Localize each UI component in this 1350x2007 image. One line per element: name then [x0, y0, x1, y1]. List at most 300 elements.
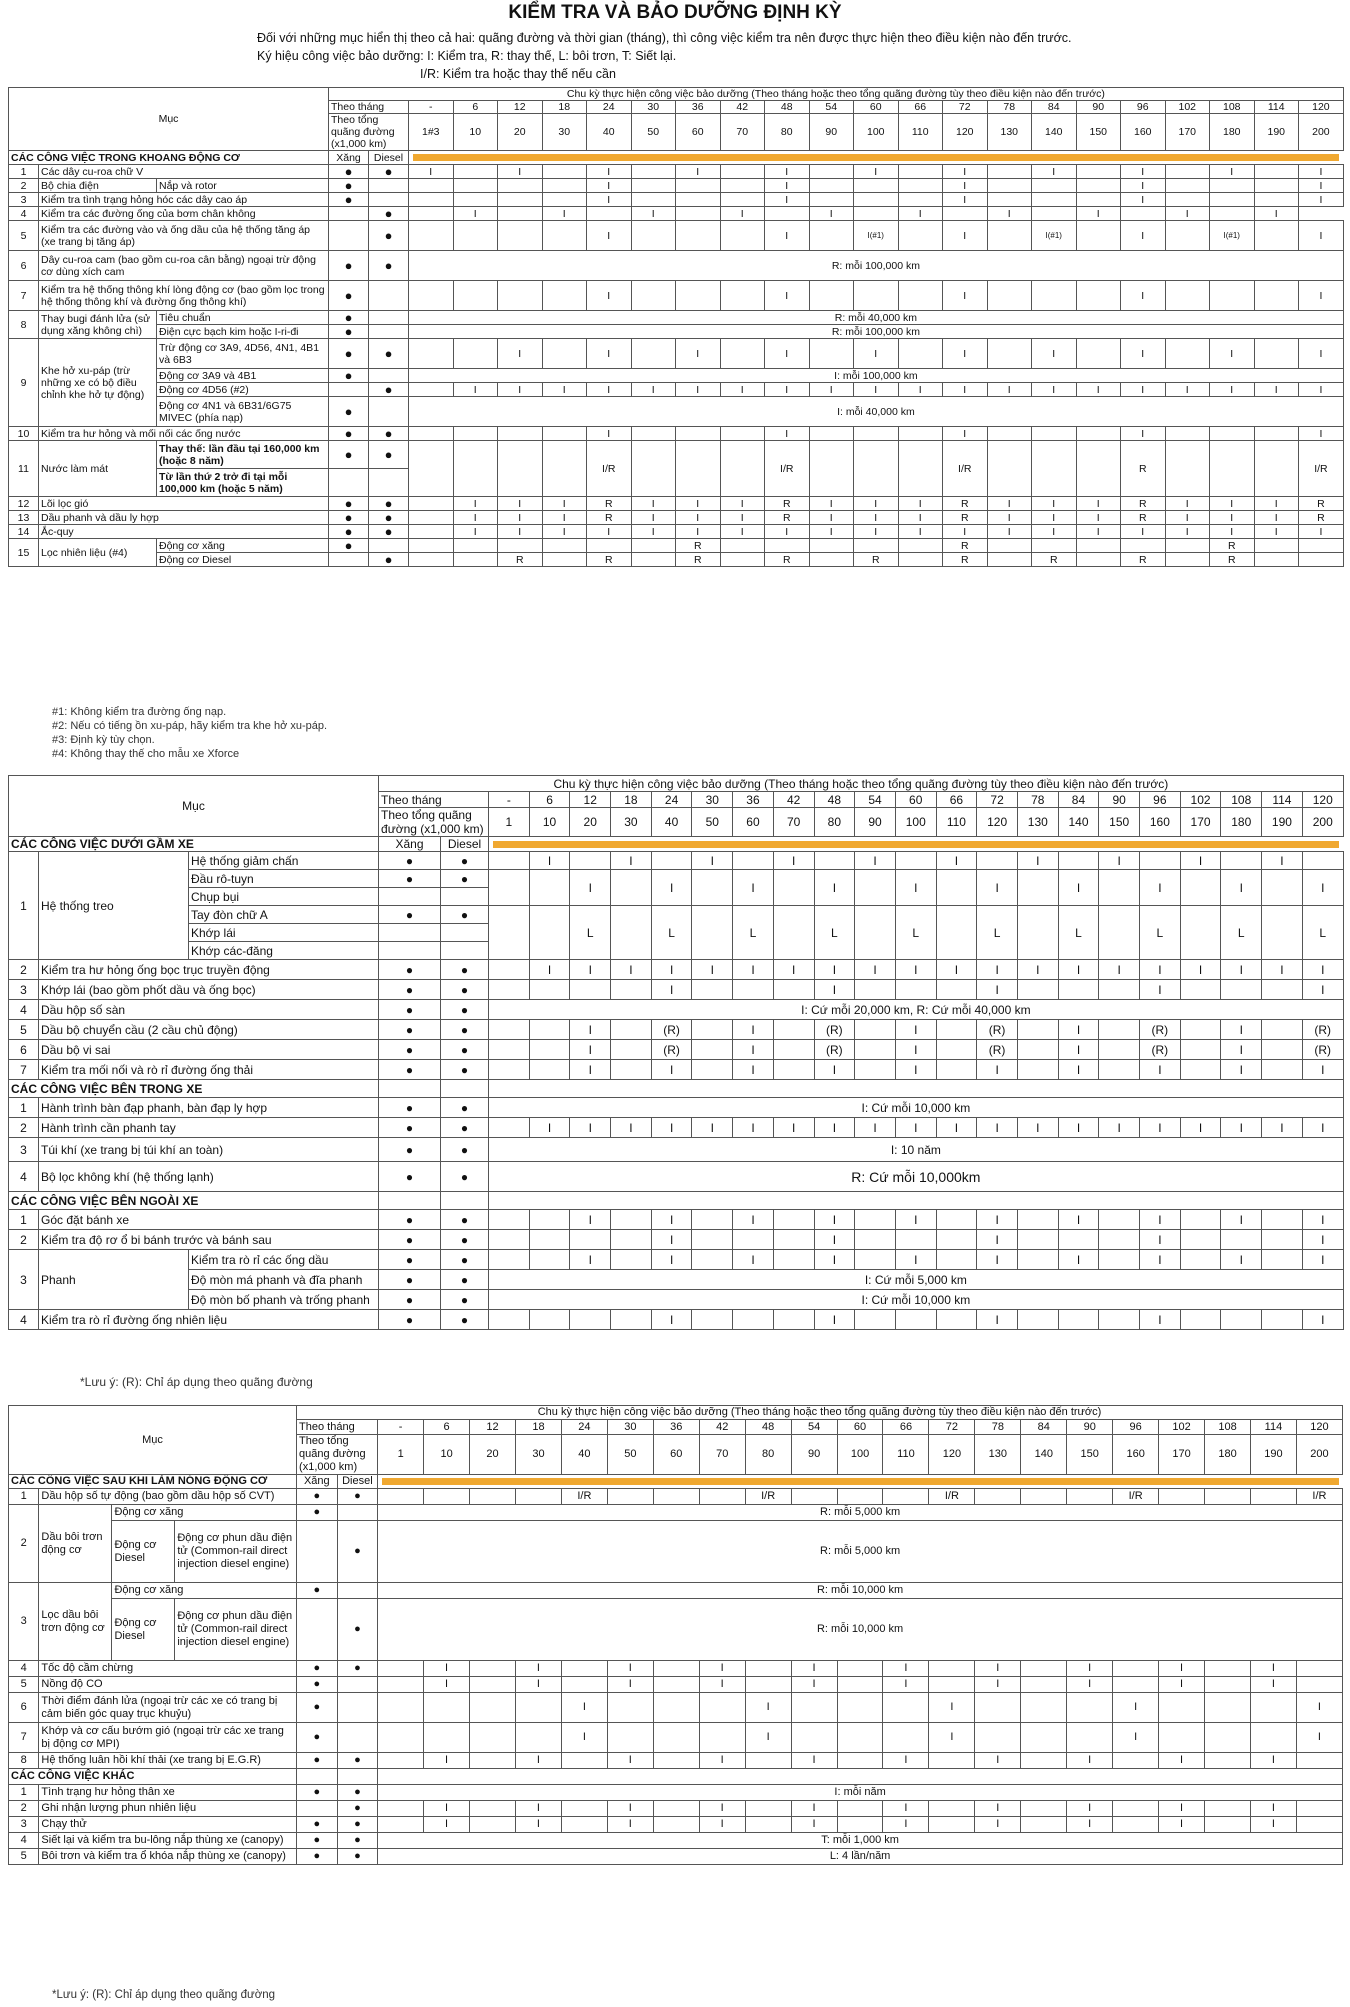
maintenance-mark: I — [651, 960, 692, 980]
maintenance-mark: I — [1017, 1118, 1058, 1138]
month-tick: 90 — [1067, 1420, 1113, 1435]
empty-cell — [1021, 1753, 1067, 1769]
maintenance-mark: I — [975, 1817, 1021, 1833]
maintenance-mark: I — [699, 1753, 745, 1769]
empty-cell — [898, 179, 943, 193]
maintenance-mark: I — [1262, 960, 1303, 980]
maintenance-mark: I — [814, 1230, 855, 1250]
month-tick: 6 — [424, 1420, 470, 1435]
maintenance-mark: I — [943, 383, 988, 397]
maintenance-mark: I — [1017, 852, 1058, 870]
task-label: Bộ lọc không khí (hệ thống lạnh) — [39, 1162, 379, 1192]
table-cell: 3 — [9, 1583, 39, 1661]
maintenance-mark: R — [1121, 553, 1166, 567]
empty-cell — [1165, 281, 1210, 311]
maintenance-mark: I — [855, 1118, 896, 1138]
empty-cell — [378, 1723, 424, 1753]
month-tick: 78 — [975, 1420, 1021, 1435]
task-sublabel: Động cơ 4N1 và 6B31/6G75 MIVEC (phía nạp) — [157, 397, 329, 427]
maintenance-mark: I — [1032, 165, 1077, 179]
month-tick: 36 — [676, 101, 721, 114]
empty-cell — [1099, 1060, 1140, 1080]
maintenance-mark: I — [542, 511, 587, 525]
empty-cell — [765, 207, 810, 221]
table-row — [9, 207, 1344, 221]
maintenance-mark: I — [1140, 960, 1181, 980]
empty-cell — [676, 221, 721, 251]
task-label: Hành trình bàn đạp phanh, bàn đạp ly hợp — [39, 1098, 379, 1118]
maintenance-mark: I — [1058, 1060, 1099, 1080]
month-tick: 114 — [1250, 1420, 1296, 1435]
empty-cell — [611, 1230, 652, 1250]
empty-cell — [745, 1753, 791, 1769]
empty-cell — [542, 281, 587, 311]
empty-cell — [1262, 1310, 1303, 1330]
applies-dot: ● — [329, 339, 369, 369]
empty-cell — [773, 1020, 814, 1040]
empty-cell — [1254, 281, 1299, 311]
empty-cell — [854, 193, 899, 207]
empty-cell — [607, 1693, 653, 1723]
empty-cell — [611, 870, 652, 906]
maintenance-mark: I — [1299, 427, 1344, 441]
empty-cell — [1017, 1040, 1058, 1060]
empty-cell — [1017, 1310, 1058, 1330]
empty-cell — [1076, 221, 1121, 251]
empty-cell — [791, 1723, 837, 1753]
maintenance-mark: I — [943, 281, 988, 311]
table-row — [9, 179, 1344, 193]
empty-cell — [611, 1310, 652, 1330]
task-sublabel: Hệ thống giảm chấn — [189, 852, 379, 870]
month-tick: 42 — [773, 792, 814, 808]
empty-cell — [936, 1310, 977, 1330]
maintenance-mark: (R) — [651, 1020, 692, 1040]
empty-cell — [898, 193, 943, 207]
empty-cell — [1180, 1250, 1221, 1270]
applies-dot: ● — [379, 1230, 441, 1250]
table-cell: 1 — [9, 852, 39, 960]
maintenance-mark: R — [498, 553, 543, 567]
interval-note: R: mỗi 5,000 km — [378, 1521, 1343, 1583]
task-label: Kiểm tra hư hỏng ống bọc trục truyền động — [39, 960, 379, 980]
maintenance-mark: I — [791, 1677, 837, 1693]
maintenance-mark: (R) — [651, 1040, 692, 1060]
maintenance-mark: I — [977, 1250, 1018, 1270]
maintenance-mark: I — [1221, 1060, 1262, 1080]
maintenance-mark: I — [895, 870, 936, 906]
task-label: Dầu bộ chuyển cầu (2 cầu chủ động) — [39, 1020, 379, 1040]
empty-cell — [489, 906, 530, 960]
table-row — [9, 1785, 1343, 1801]
month-tick: 48 — [745, 1420, 791, 1435]
maintenance-mark: I — [1159, 1753, 1205, 1769]
maintenance-mark: (R) — [1302, 1020, 1343, 1040]
maintenance-mark: I — [765, 221, 810, 251]
maintenance-mark: I — [773, 852, 814, 870]
empty-cell — [489, 1230, 530, 1250]
maintenance-mark: I — [883, 1817, 929, 1833]
empty-cell — [470, 1489, 516, 1505]
empty-cell — [1221, 852, 1262, 870]
table-row — [9, 1833, 1343, 1849]
empty-cell — [975, 1723, 1021, 1753]
empty-cell — [855, 980, 896, 1000]
empty-cell — [791, 1489, 837, 1505]
maintenance-mark: I — [587, 383, 632, 397]
month-tick: 84 — [1032, 101, 1077, 114]
maintenance-mark: I — [943, 193, 988, 207]
applies-dot: ● — [379, 1270, 441, 1290]
maintenance-mark: I — [977, 960, 1018, 980]
applies-dot: ● — [441, 852, 489, 870]
empty-cell — [676, 193, 721, 207]
month-tick: 18 — [611, 792, 652, 808]
empty-cell — [692, 1230, 733, 1250]
maintenance-mark: I — [773, 1118, 814, 1138]
maintenance-mark: I — [809, 497, 854, 511]
km-tick: 40 — [651, 808, 692, 837]
maintenance-mark: I — [895, 1020, 936, 1040]
empty-cell — [515, 1489, 561, 1505]
applies-dot: ● — [337, 1599, 378, 1661]
empty-cell — [378, 1817, 424, 1833]
maintenance-mark: I — [1221, 1020, 1262, 1040]
table-row — [9, 325, 1344, 339]
months-label: Theo tháng — [297, 1420, 378, 1435]
section-bar-cell — [489, 837, 1344, 852]
task-sublabel: Đầu rô-tuyn — [189, 870, 379, 888]
empty-cell — [837, 1489, 883, 1505]
applies-dot: ● — [337, 1661, 378, 1677]
maintenance-mark: I — [1032, 497, 1077, 511]
empty-cell — [1021, 1693, 1067, 1723]
note-1: #1: Không kiểm tra đường ống nạp. — [52, 706, 227, 718]
empty-cell — [542, 441, 587, 497]
empty-cell — [1262, 1250, 1303, 1270]
empty-cell — [1113, 1677, 1159, 1693]
maintenance-mark: I — [1140, 1230, 1181, 1250]
maintenance-mark: L — [651, 906, 692, 960]
maintenance-mark: I — [692, 1118, 733, 1138]
empty-cell — [611, 980, 652, 1000]
empty-cell — [1121, 539, 1166, 553]
maintenance-mark: I — [814, 1250, 855, 1270]
maintenance-mark: I — [987, 497, 1032, 511]
empty-cell — [977, 852, 1018, 870]
empty-cell — [676, 427, 721, 441]
maintenance-mark: I — [1076, 525, 1121, 539]
table-row — [9, 397, 1344, 427]
empty-cell — [987, 539, 1032, 553]
maintenance-mark: I — [1302, 870, 1343, 906]
applies-dot: ● — [369, 511, 409, 525]
empty-cell — [809, 179, 854, 193]
maintenance-mark: I — [977, 980, 1018, 1000]
maintenance-mark: I — [570, 1118, 611, 1138]
month-tick: 24 — [651, 792, 692, 808]
maintenance-mark: I — [1165, 383, 1210, 397]
km-tick: 200 — [1299, 114, 1344, 151]
month-tick: 72 — [977, 792, 1018, 808]
month-tick: 120 — [1296, 1420, 1342, 1435]
empty-cell — [1165, 539, 1210, 553]
maintenance-mark: I — [1221, 1210, 1262, 1230]
maintenance-mark: I — [1067, 1677, 1113, 1693]
interval-note: I: mỗi năm — [378, 1785, 1343, 1801]
empty-cell — [936, 1020, 977, 1040]
table-row — [9, 1060, 1344, 1080]
applies-dot: ● — [329, 511, 369, 525]
maintenance-mark: I — [570, 870, 611, 906]
task-sublabel: Động cơ xăng — [112, 1505, 297, 1521]
maintenance-mark: I — [745, 1723, 791, 1753]
empty-cell — [1021, 1817, 1067, 1833]
table-cell: 13 — [9, 511, 39, 525]
empty-cell — [1113, 1661, 1159, 1677]
maintenance-mark: I/R — [1113, 1489, 1159, 1505]
table-row — [9, 776, 1344, 792]
km-tick: 190 — [1262, 808, 1303, 837]
empty-cell — [855, 1060, 896, 1080]
empty-cell — [987, 339, 1032, 369]
applies-dot: ● — [329, 179, 369, 193]
km-label: Theo tổng quãng đường (x1,000 km) — [329, 114, 409, 151]
empty-cell — [1017, 906, 1058, 960]
diesel-header: Diesel — [369, 151, 409, 165]
table-row — [9, 383, 1344, 397]
empty-cell — [1254, 339, 1299, 369]
maintenance-mark: I — [699, 1817, 745, 1833]
empty-cell — [883, 1489, 929, 1505]
task-label: Góc đặt bánh xe — [39, 1210, 379, 1230]
interval-note: R: Cứ mỗi 10,000km — [489, 1162, 1344, 1192]
empty-cell — [883, 1723, 929, 1753]
section-accent-bar — [413, 154, 1339, 161]
empty-cell — [809, 427, 854, 441]
maintenance-mark: I — [1165, 207, 1210, 221]
maintenance-mark: I — [515, 1677, 561, 1693]
empty-cell — [369, 179, 409, 193]
empty-cell — [470, 1801, 516, 1817]
table-row — [9, 1210, 1344, 1230]
empty-cell — [1165, 553, 1210, 567]
empty-cell — [631, 539, 676, 553]
task-label: Kiểm tra các đường ống của bơm chân không — [39, 207, 329, 221]
empty-cell — [1205, 1801, 1251, 1817]
maintenance-mark: I — [791, 1661, 837, 1677]
month-tick: 90 — [1099, 792, 1140, 808]
maintenance-mark: I/R — [1299, 441, 1344, 497]
maintenance-mark: R — [587, 497, 632, 511]
maintenance-mark: I — [720, 525, 765, 539]
table-row — [9, 1475, 1343, 1489]
maintenance-mark: I — [733, 870, 774, 906]
empty-cell — [1140, 852, 1181, 870]
km-tick: 100 — [854, 114, 899, 151]
maintenance-mark: R — [943, 497, 988, 511]
maintenance-mark: I — [424, 1817, 470, 1833]
empty-cell — [837, 1661, 883, 1677]
interval-note: I: Cứ mỗi 20,000 km, R: Cứ mỗi 40,000 km — [489, 1000, 1344, 1020]
empty-cell — [720, 179, 765, 193]
table-cell: 1 — [9, 1489, 39, 1505]
km-tick: 100 — [895, 808, 936, 837]
maintenance-mark: I — [587, 281, 632, 311]
maintenance-mark: I/R — [1296, 1489, 1342, 1505]
maintenance-mark: I — [607, 1677, 653, 1693]
maintenance-mark: I — [1058, 1118, 1099, 1138]
table-cell: 8 — [9, 1753, 39, 1769]
month-tick: 12 — [470, 1420, 516, 1435]
month-tick: 96 — [1121, 101, 1166, 114]
maintenance-mark: R — [765, 497, 810, 511]
empty-cell — [369, 193, 409, 207]
task-label: Lọc dầu bôi trơn động cơ — [39, 1583, 112, 1661]
maintenance-mark: I — [898, 383, 943, 397]
maintenance-mark: I — [607, 1817, 653, 1833]
task-label: Túi khí (xe trang bị túi khí an toàn) — [39, 1138, 379, 1162]
maintenance-mark: I — [977, 870, 1018, 906]
task-label: Bôi trơn và kiểm tra ổ khóa nắp thùng xe (canopy) — [39, 1849, 297, 1865]
empty-cell — [1076, 441, 1121, 497]
maintenance-mark: I — [676, 497, 721, 511]
empty-cell — [1165, 339, 1210, 369]
km-tick: 60 — [733, 808, 774, 837]
empty-cell — [653, 1723, 699, 1753]
maintenance-mark: I — [453, 511, 498, 525]
intro-line-1: Đối với những mục hiển thị theo cả hai: quãng đường và thời gian (tháng), thì công việc kiểm tra nên được thực hiện theo điều kiện nào đến trước. — [257, 31, 1072, 45]
applies-dot: ● — [441, 960, 489, 980]
maintenance-mark: I — [1299, 179, 1344, 193]
month-tick: 114 — [1262, 792, 1303, 808]
km-tick: 120 — [929, 1435, 975, 1475]
maintenance-mark: I — [1302, 1118, 1343, 1138]
maintenance-mark: I — [975, 1801, 1021, 1817]
empty-cell — [898, 427, 943, 441]
empty-cell — [676, 441, 721, 497]
empty-cell — [1302, 852, 1343, 870]
empty-cell — [561, 1817, 607, 1833]
km-tick: 140 — [1058, 808, 1099, 837]
empty-cell — [855, 870, 896, 906]
table-row — [9, 193, 1344, 207]
empty-cell — [489, 980, 530, 1000]
maintenance-mark: (R) — [814, 1020, 855, 1040]
maintenance-mark: I — [898, 525, 943, 539]
maintenance-mark: I — [498, 383, 543, 397]
empty-cell — [409, 221, 454, 251]
task-sublabel: Độ mòn bố phanh và trống phanh — [189, 1290, 379, 1310]
empty-cell — [409, 525, 454, 539]
empty-cell — [1296, 1801, 1342, 1817]
empty-cell — [1254, 427, 1299, 441]
task-label: Dầu phanh và dầu ly hợp — [39, 511, 329, 525]
empty-cell — [561, 1661, 607, 1677]
empty-cell — [1076, 553, 1121, 567]
empty-cell — [489, 1118, 530, 1138]
table-cell — [489, 1192, 1344, 1210]
maintenance-mark: I — [883, 1677, 929, 1693]
maintenance-mark: I — [733, 960, 774, 980]
table-cell: 4 — [9, 1833, 39, 1849]
maintenance-mark: I — [1140, 870, 1181, 906]
table-cell: 3 — [9, 980, 39, 1000]
month-tick: 60 — [837, 1420, 883, 1435]
empty-cell — [529, 906, 570, 960]
empty-cell — [542, 339, 587, 369]
task-sublabel: Động cơ phun dầu điện tử (Common-rail direct injection diesel engine) — [175, 1599, 297, 1661]
months-label: Theo tháng — [329, 101, 409, 114]
maintenance-mark: R — [1299, 511, 1344, 525]
maintenance-mark: I — [1121, 179, 1166, 193]
task-label: Kiểm tra hệ thống thông khí lòng động cơ (bao gồm lọc trong hệ thống thông khí và đường ống thông khí) — [39, 281, 329, 311]
maintenance-mark: I — [611, 960, 652, 980]
table-row — [9, 960, 1344, 980]
month-tick: 102 — [1165, 101, 1210, 114]
empty-cell — [529, 980, 570, 1000]
maintenance-mark: I — [733, 1210, 774, 1230]
maintenance-mark: I — [733, 1060, 774, 1080]
table-cell — [369, 469, 409, 497]
table-cell — [441, 1192, 489, 1210]
empty-cell — [898, 165, 943, 179]
interval-note: R: mỗi 100,000 km — [409, 251, 1344, 281]
table-cell: 2 — [9, 1230, 39, 1250]
month-tick: 78 — [1017, 792, 1058, 808]
km-tick: 180 — [1210, 114, 1255, 151]
maintenance-mark: R — [943, 539, 988, 553]
maintenance-mark: I — [883, 1801, 929, 1817]
empty-cell — [1121, 207, 1166, 221]
empty-cell — [773, 1310, 814, 1330]
maintenance-mark: I — [1299, 281, 1344, 311]
km-tick: 50 — [692, 808, 733, 837]
month-tick: 12 — [498, 101, 543, 114]
table-row — [9, 1817, 1343, 1833]
maintenance-mark: I — [791, 1817, 837, 1833]
task-sublabel: Động cơ xăng — [157, 539, 329, 553]
empty-cell — [611, 1020, 652, 1040]
table-cell — [337, 1769, 378, 1785]
table-row — [9, 1118, 1344, 1138]
maintenance-mark: I — [895, 1118, 936, 1138]
empty-cell — [837, 1753, 883, 1769]
cycle-header: Chu kỳ thực hiện công việc bảo dưỡng (Theo tháng hoặc theo tổng quãng đường tùy theo điều kiện nào đến trước) — [329, 88, 1344, 101]
empty-cell — [720, 427, 765, 441]
table-cell: 15 — [9, 539, 39, 567]
applies-dot: ● — [329, 251, 369, 281]
empty-cell — [409, 539, 454, 553]
task-label: Dầu bộ vi sai — [39, 1040, 379, 1060]
maintenance-mark: R — [1299, 497, 1344, 511]
empty-cell — [929, 1817, 975, 1833]
empty-cell — [1021, 1489, 1067, 1505]
maintenance-mark: I — [1299, 383, 1344, 397]
empty-cell — [720, 553, 765, 567]
applies-dot: ● — [337, 1833, 378, 1849]
maintenance-mark: I — [529, 1118, 570, 1138]
maintenance-mark: L — [814, 906, 855, 960]
maintenance-mark: I — [1221, 960, 1262, 980]
maintenance-mark: I — [765, 281, 810, 311]
task-sublabel: Điện cực bạch kim hoặc I-ri-đi — [157, 325, 329, 339]
maintenance-mark: L — [733, 906, 774, 960]
maintenance-mark: I — [895, 1210, 936, 1230]
task-sublabel: Động cơ Diesel — [112, 1521, 175, 1583]
maintenance-mark: (R) — [977, 1040, 1018, 1060]
maintenance-mark: I — [898, 497, 943, 511]
